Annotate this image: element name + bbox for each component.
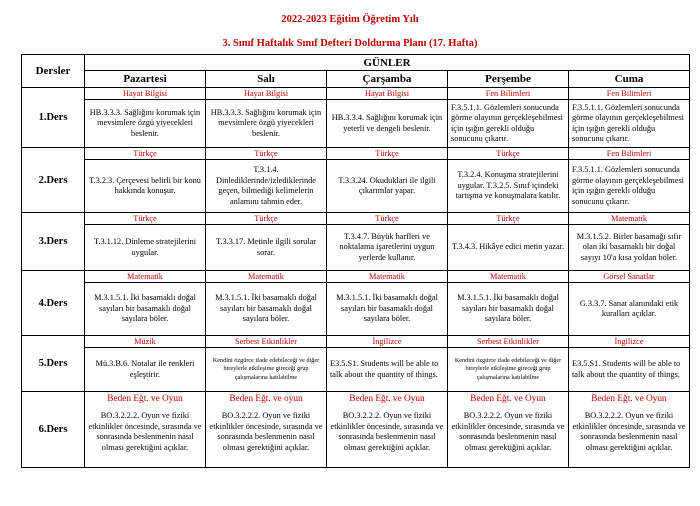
objective-text: HB.3.3.4. Sağlığını korumak için yeterli ve dengeli beslenir.	[331, 113, 443, 133]
plan-cell	[448, 392, 569, 468]
plan-cell	[85, 336, 206, 392]
lesson-row	[22, 392, 690, 468]
subject-label: Müzik	[85, 336, 205, 348]
plan-cell	[569, 148, 690, 213]
objective-text: M.3.1.5.1. İki basamaklı doğal sayıları bir basamaklı doğal sayılara böler.	[215, 293, 317, 324]
lesson-row	[22, 88, 690, 148]
objective-text: E3.5.S1. Students will be able to talk about the quantity of things.	[330, 359, 439, 379]
objective-text: F.3.5.1.1. Gözlemleri sonucunda görme olayının gerçekleşebilmesi için ışığın gerekli olduğu sonucunu çıkarır.	[451, 102, 563, 143]
objective-text: G.3.3.7. Sanat alanındaki etik kuralları açıklar.	[579, 298, 679, 318]
day-header-pazartesi: Pazartesi	[85, 71, 206, 88]
objective-text: F.3.5.1.1. Gözlemleri sonucunda görme olayının gerçekleşebilmesi için ışığın gerekli olduğu sonucunu çıkarır.	[572, 165, 684, 206]
subject-label: Türkçe	[206, 213, 326, 225]
day-header-carsamba: Çarşamba	[327, 71, 448, 88]
subject-label: Türkçe	[85, 148, 205, 160]
plan-cell	[206, 271, 327, 336]
subject-label: İngilizce	[327, 336, 447, 348]
plan-cell	[569, 88, 690, 148]
objective-text: Kendini özgürce ifade edebileceği ve diğer bireylerle etkileşime gireceği grup çalışmalarına katılabilme	[212, 357, 320, 381]
plan-cell	[569, 392, 690, 468]
subject-label: Beden Eğt. ve Oyun	[470, 394, 546, 404]
objective-text: BO.3.2.2.2. Oyun ve fiziki etkinlikler öncesinde, sırasında ve sonrasında beslenmenin nasıl olması gerektiğini açıklar.	[451, 411, 565, 452]
objective-text: T.3.4.3. Hikâye edici metin yazar.	[451, 242, 565, 252]
plan-cell	[206, 213, 327, 271]
objective-text: M.3.1.5.1. İki basamaklı doğal sayıları bir basamaklı doğal sayılara böler.	[336, 293, 438, 324]
subject-label: Fen Bilimleri	[569, 88, 689, 100]
subject-label: Görsel Sanatlar	[569, 271, 689, 283]
plan-cell	[327, 213, 448, 271]
lesson-label: 2.Ders	[22, 148, 85, 213]
objective-text: Mü.3.B.6. Notalar ile renkleri eşleştirir.	[95, 359, 195, 379]
lesson-row	[22, 336, 690, 392]
objective-text: BO.3.2.2.2. Oyun ve fiziki etkinlikler öncesinde, sırasında ve sonrasında beslenmenin nasıl olması gerektiğini açıklar.	[572, 411, 686, 452]
plan-cell	[569, 213, 690, 271]
lesson-row	[22, 213, 690, 271]
lesson-label: 4.Ders	[22, 271, 85, 336]
objective-text: M.3.1.5.2. Birler basamağı sıfır olan iki basamaklı bir doğal sayıyı 10'a kısa yoldan böler.	[576, 231, 682, 262]
plan-cell	[327, 271, 448, 336]
objective-text: T.3.2.3. Çerçevesi belirli bir konu hakkında konuşur.	[89, 175, 201, 195]
plan-cell	[448, 213, 569, 271]
subject-label: Beden Eğt. ve oyun	[229, 394, 303, 404]
plan-cell	[327, 392, 448, 468]
plan-cell	[448, 88, 569, 148]
subject-label: Matematik	[569, 213, 689, 225]
plan-cell	[85, 392, 206, 468]
plan-cell	[327, 88, 448, 148]
objective-text: M.3.1.5.1. İki basamaklı doğal sayıları bir basamaklı doğal sayılara böler.	[94, 293, 196, 324]
subject-label: Matematik	[85, 271, 205, 283]
objective-text: BO.3.2.2.2. Oyun ve fiziki etkinlikler öncesinde, sırasında ve sonrasında beslenmenin nasıl olması gerektiğini açıklar.	[209, 411, 323, 452]
lesson-label: 5.Ders	[22, 336, 85, 392]
gunler-header: GÜNLER	[85, 55, 690, 71]
lesson-label: 3.Ders	[22, 213, 85, 271]
plan-cell	[206, 148, 327, 213]
subject-label: Fen Bilimleri	[569, 148, 689, 160]
plan-cell	[206, 392, 327, 468]
day-header-sali: Salı	[206, 71, 327, 88]
objective-text: Kendini özgürce ifade edebileceği ve diğer bireylerle etkileşime gireceği grup çalışmalarına katılabilme	[454, 357, 562, 381]
lesson-label: 6.Ders	[22, 392, 85, 468]
plan-cell	[327, 148, 448, 213]
subject-label: Serbest Etkinlikler	[206, 336, 326, 348]
objective-text: T.3.3.24. Okuduklari ile ilgili çıkarımlar yapar.	[338, 175, 436, 195]
subject-label: Türkçe	[448, 213, 568, 225]
objective-text: E3.5.S1. Students will be able to talk about the quantity of things.	[572, 359, 681, 379]
subject-label: Hayat Bilgisi	[327, 88, 447, 100]
plan-cell	[206, 88, 327, 148]
lesson-label: 1.Ders	[22, 88, 85, 148]
subject-label: Beden Eğt. ve Oyun	[349, 394, 425, 404]
subject-label: Türkçe	[327, 213, 447, 225]
objective-text: T.3.4.7. Büyük harfleri ve noktalama işaretlerini uygun yerlerde kullanır.	[339, 231, 435, 262]
subject-label: Türkçe	[206, 148, 326, 160]
objective-text: T.3.1.4. Dinlediklerinde/izlediklerinde geçen, bilmediği kelimelerin anlamını tahmin eder.	[216, 165, 316, 206]
plan-cell	[85, 213, 206, 271]
day-header-persembe: Perşembe	[448, 71, 569, 88]
subject-label: Matematik	[448, 271, 568, 283]
lesson-row	[22, 271, 690, 336]
objective-text: BO.3.2.2.2. Oyun ve fiziki etkinlikler öncesinde, sırasında ve sonrasında beslenmenin nasıl olması gerektiğini açıklar.	[88, 411, 202, 452]
plan-cell	[85, 271, 206, 336]
subject-label: Türkçe	[327, 148, 447, 160]
plan-cell	[448, 271, 569, 336]
subject-label: İngilizce	[569, 336, 689, 348]
weekly-plan-table	[21, 54, 690, 468]
subject-label: Hayat Bilgisi	[85, 88, 205, 100]
document-subtitle: 3. Sınıf Haftalık Sınıf Defteri Doldurma Planı (17. Hafta)	[222, 38, 478, 49]
subject-label: Fen Bilimleri	[448, 88, 568, 100]
document-title: 2022-2023 Eğitim Öğretim Yılı	[281, 14, 419, 25]
subject-label: Türkçe	[85, 213, 205, 225]
subject-label: Beden Eğt. ve Oyun	[591, 394, 667, 404]
subject-label: Beden Eğt. ve Oyun	[107, 394, 183, 404]
dersler-header: Dersler	[22, 55, 85, 88]
day-header-cuma: Cuma	[569, 71, 690, 88]
plan-cell	[85, 148, 206, 213]
plan-cell	[448, 336, 569, 392]
subject-label: Matematik	[327, 271, 447, 283]
objective-text: T.3.1.12. Dinleme stratejilerini uygular.	[93, 237, 197, 257]
plan-cell	[569, 336, 690, 392]
objective-text: HB.3.3.3. Sağlığını korumak için mevsimlere özgü yiyecekleri beslenir.	[210, 107, 322, 138]
plan-cell	[206, 336, 327, 392]
objective-text: HB.3.3.3. Sağlığını korumak için mevsimlere özgü yiyecekleri beslenir.	[89, 107, 201, 138]
subject-label: Serbest Etkinlikler	[448, 336, 568, 348]
plan-cell	[448, 148, 569, 213]
plan-cell	[327, 336, 448, 392]
objective-text: F.3.5.1.1. Gözlemleri sonucunda görme olayının gerçekleşebilmesi için ışığın gerekli olduğu sonucunu çıkarır.	[572, 102, 684, 143]
plan-cell	[569, 271, 690, 336]
subject-label: Türkçe	[448, 148, 568, 160]
objective-text: T.3.3.17. Metinle ilgili sorular sorar.	[215, 237, 317, 257]
objective-text: BO.3.2.2.2. Oyun ve fiziki etkinlikler öncesinde, sırasında ve sonrasında beslenmenin nasıl olması gerektiğini açıklar.	[330, 411, 444, 452]
subject-label: Hayat Bilgisi	[206, 88, 326, 100]
objective-text: T.3.2.4. Konuşma stratejilerini uygular. T.3.2.5. Sınıf içindeki tartışma ve konuşmalara katılır.	[455, 170, 561, 201]
lesson-row	[22, 148, 690, 213]
plan-cell	[85, 88, 206, 148]
subject-label: Matematik	[206, 271, 326, 283]
objective-text: M.3.1.5.1. İki basamaklı doğal sayıları bir basamaklı doğal sayılara böler.	[457, 293, 559, 324]
